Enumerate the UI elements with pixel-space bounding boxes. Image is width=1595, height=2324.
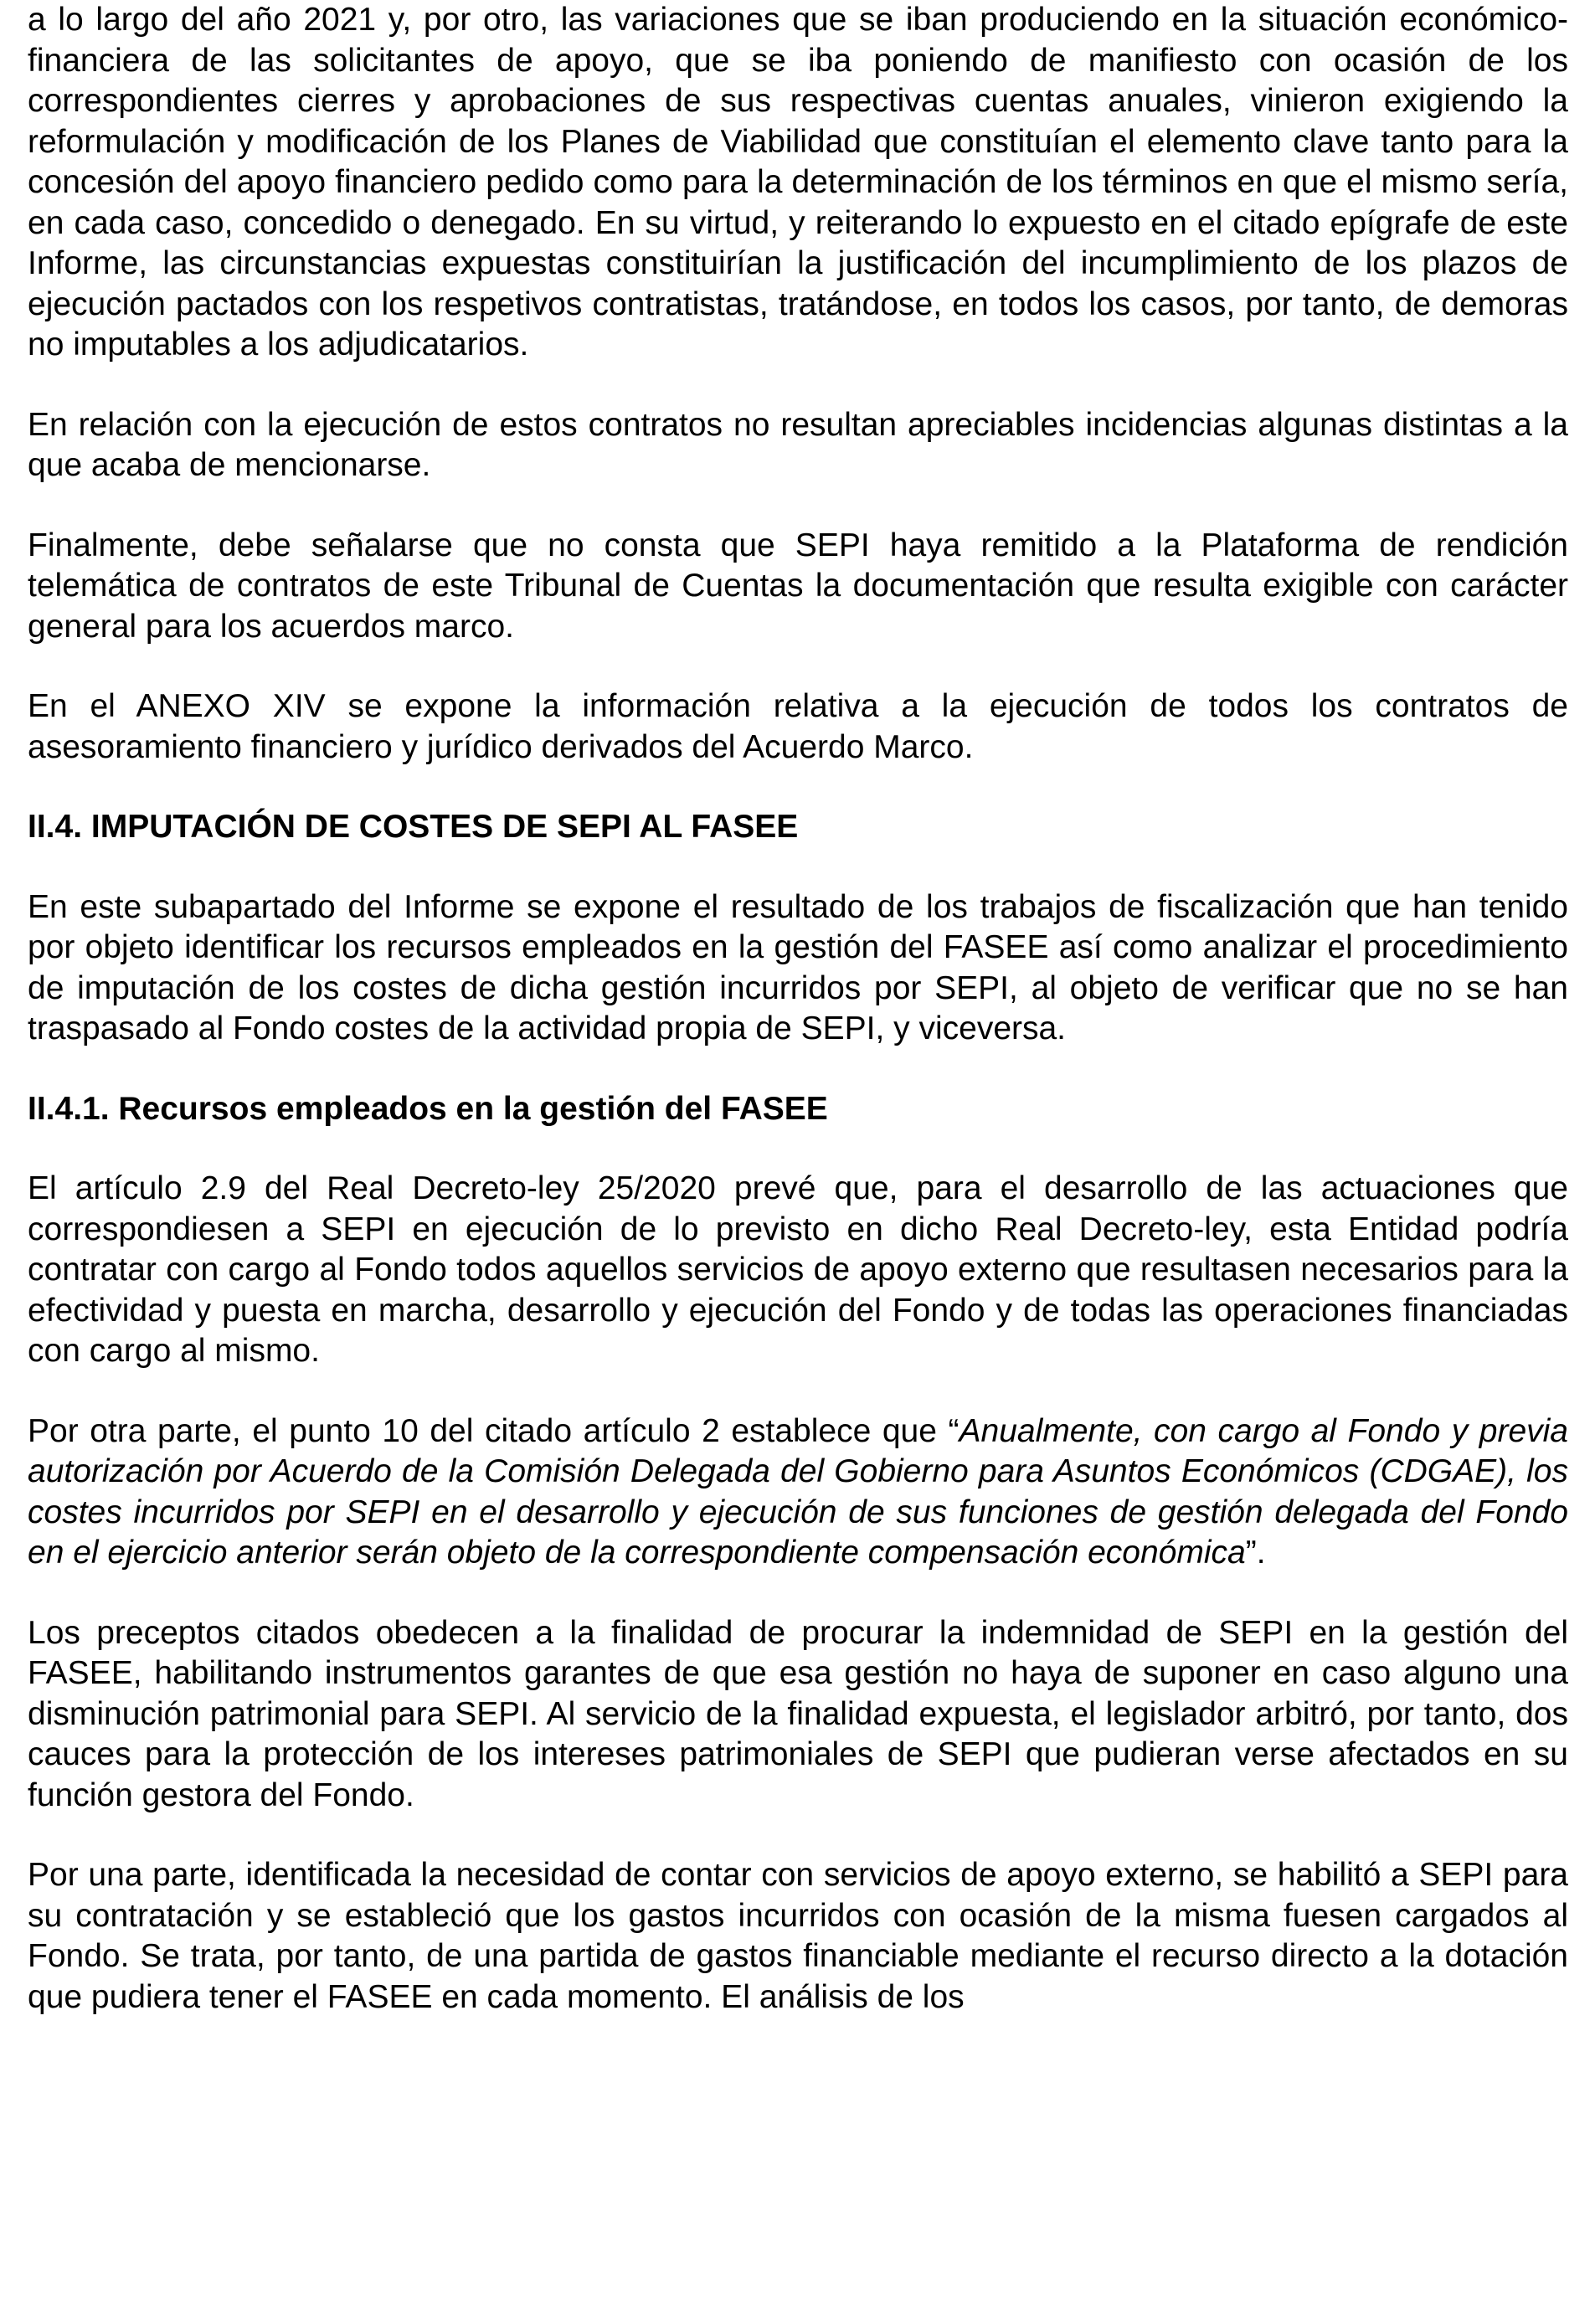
paragraph-apoyo-externo: Por una parte, identificada la necesidad de contar con servicios de apoyo externo, se habilitó a SEPI para su contratación y se estableció que los gastos incurridos con ocasión de la misma fuesen cargados al Fondo. Se trata, por tanto, de una partida de gastos financiable mediante el recurso directo a la dotación que pudiera tener el FASEE en cada momento. El análisis de los	[28, 1857, 1568, 2015]
subsection-heading-recursos-empleados: II.4.1. Recursos empleados en la gestión del FASEE	[28, 1090, 828, 1127]
paragraph-plataforma-rendicion: Finalmente, debe señalarse que no consta que SEPI haya remitido a la Plataforma de rendición telemática de contratos de este Tribunal de Cuentas la documentación que resulta exigible con carácter general para los acuerdos marco.	[28, 527, 1568, 645]
quoted-legal-text: Anualmente, con cargo al Fondo y previa autorización por Acuerdo de la Comisión Delegada del Gobierno para Asuntos Económicos (CDGAE), los costes incurridos por SEPI en el desarrollo y ejecución de sus funciones de gestión delegada del Fondo en el ejercicio anterior serán objeto de la correspondiente compensación económica	[28, 1412, 1568, 1571]
paragraph-ejecucion-plazos: a lo largo del año 2021 y, por otro, las variaciones que se iban produciendo en la situación económico-financiera de las solicitantes de apoyo, que se iba poniendo de manifiesto con ocasión de los correspondientes cierres y aprobaciones de sus respectivas cuentas anuales, vinieron exigiendo la reformulación y modificación de los Planes de Viabilidad que constituían el elemento clave tanto para la concesión del apoyo financiero pedido como para la determinación de los términos en que el mismo sería, en cada caso, concedido o denegado. En su virtud, y reiterando lo expuesto en el citado epígrafe de este Informe, las circunstancias expuestas constituirían la justificación del incumplimiento de los plazos de ejecución pactados con los respetivos contratistas, tratándose, en todos los casos, por tanto, de demoras no imputables a los adjudicatarios.	[28, 2, 1568, 362]
paragraph-punto-10-end: ”.	[1245, 1535, 1266, 1571]
paragraph-articulo-2-9: El artículo 2.9 del Real Decreto-ley 25/2020 prevé que, para el desarrollo de las actuaciones que correspondiesen a SEPI en ejecución de lo previsto en dicho Real Decreto-ley, esta Entidad podría contratar con cargo al Fondo todos aquellos servicios de apoyo externo que resultasen necesarios para la efectividad y puesta en marcha, desarrollo y ejecución del Fondo y de todas las operaciones financiadas con cargo al mismo.	[28, 1170, 1568, 1369]
paragraph-anexo-xiv: En el ANEXO XIV se expone la información relativa a la ejecución de todos los contratos de asesoramiento financiero y jurídico derivados del Acuerdo Marco.	[28, 688, 1568, 765]
paragraph-incidencias: En relación con la ejecución de estos contratos no resultan apreciables incidencias algunas distintas a la que acaba de mencionarse.	[28, 406, 1568, 483]
paragraph-preceptos-citados: Los preceptos citados obedecen a la finalidad de procurar la indemnidad de SEPI en la gestión del FASEE, habilitando instrumentos garantes de que esa gestión no haya de suponer en caso alguno una disminución patrimonial para SEPI. Al servicio de la finalidad expuesta, el legislador arbitró, por tanto, dos cauces para la protección de los intereses patrimoniales de SEPI que pudieran verse afectados en su función gestora del Fondo.	[28, 1614, 1568, 1813]
document-page	[28, 0, 1568, 2018]
paragraph-subapartado-intro: En este subapartado del Informe se expone el resultado de los trabajos de fiscalización que han tenido por objeto identificar los recursos empleados en la gestión del FASEE así como analizar el procedimiento de imputación de los costes de dicha gestión incurridos por SEPI, al objeto de verificar que no se han traspasado al Fondo costes de la actividad propia de SEPI, y viceversa.	[28, 888, 1568, 1046]
paragraph-punto-10	[28, 1411, 1568, 1574]
section-heading-imputacion-costes: II.4. IMPUTACIÓN DE COSTES DE SEPI AL FASEE	[28, 809, 799, 845]
paragraph-punto-10-intro: Por otra parte, el punto 10 del citado artículo 2 establece que “	[28, 1412, 960, 1449]
